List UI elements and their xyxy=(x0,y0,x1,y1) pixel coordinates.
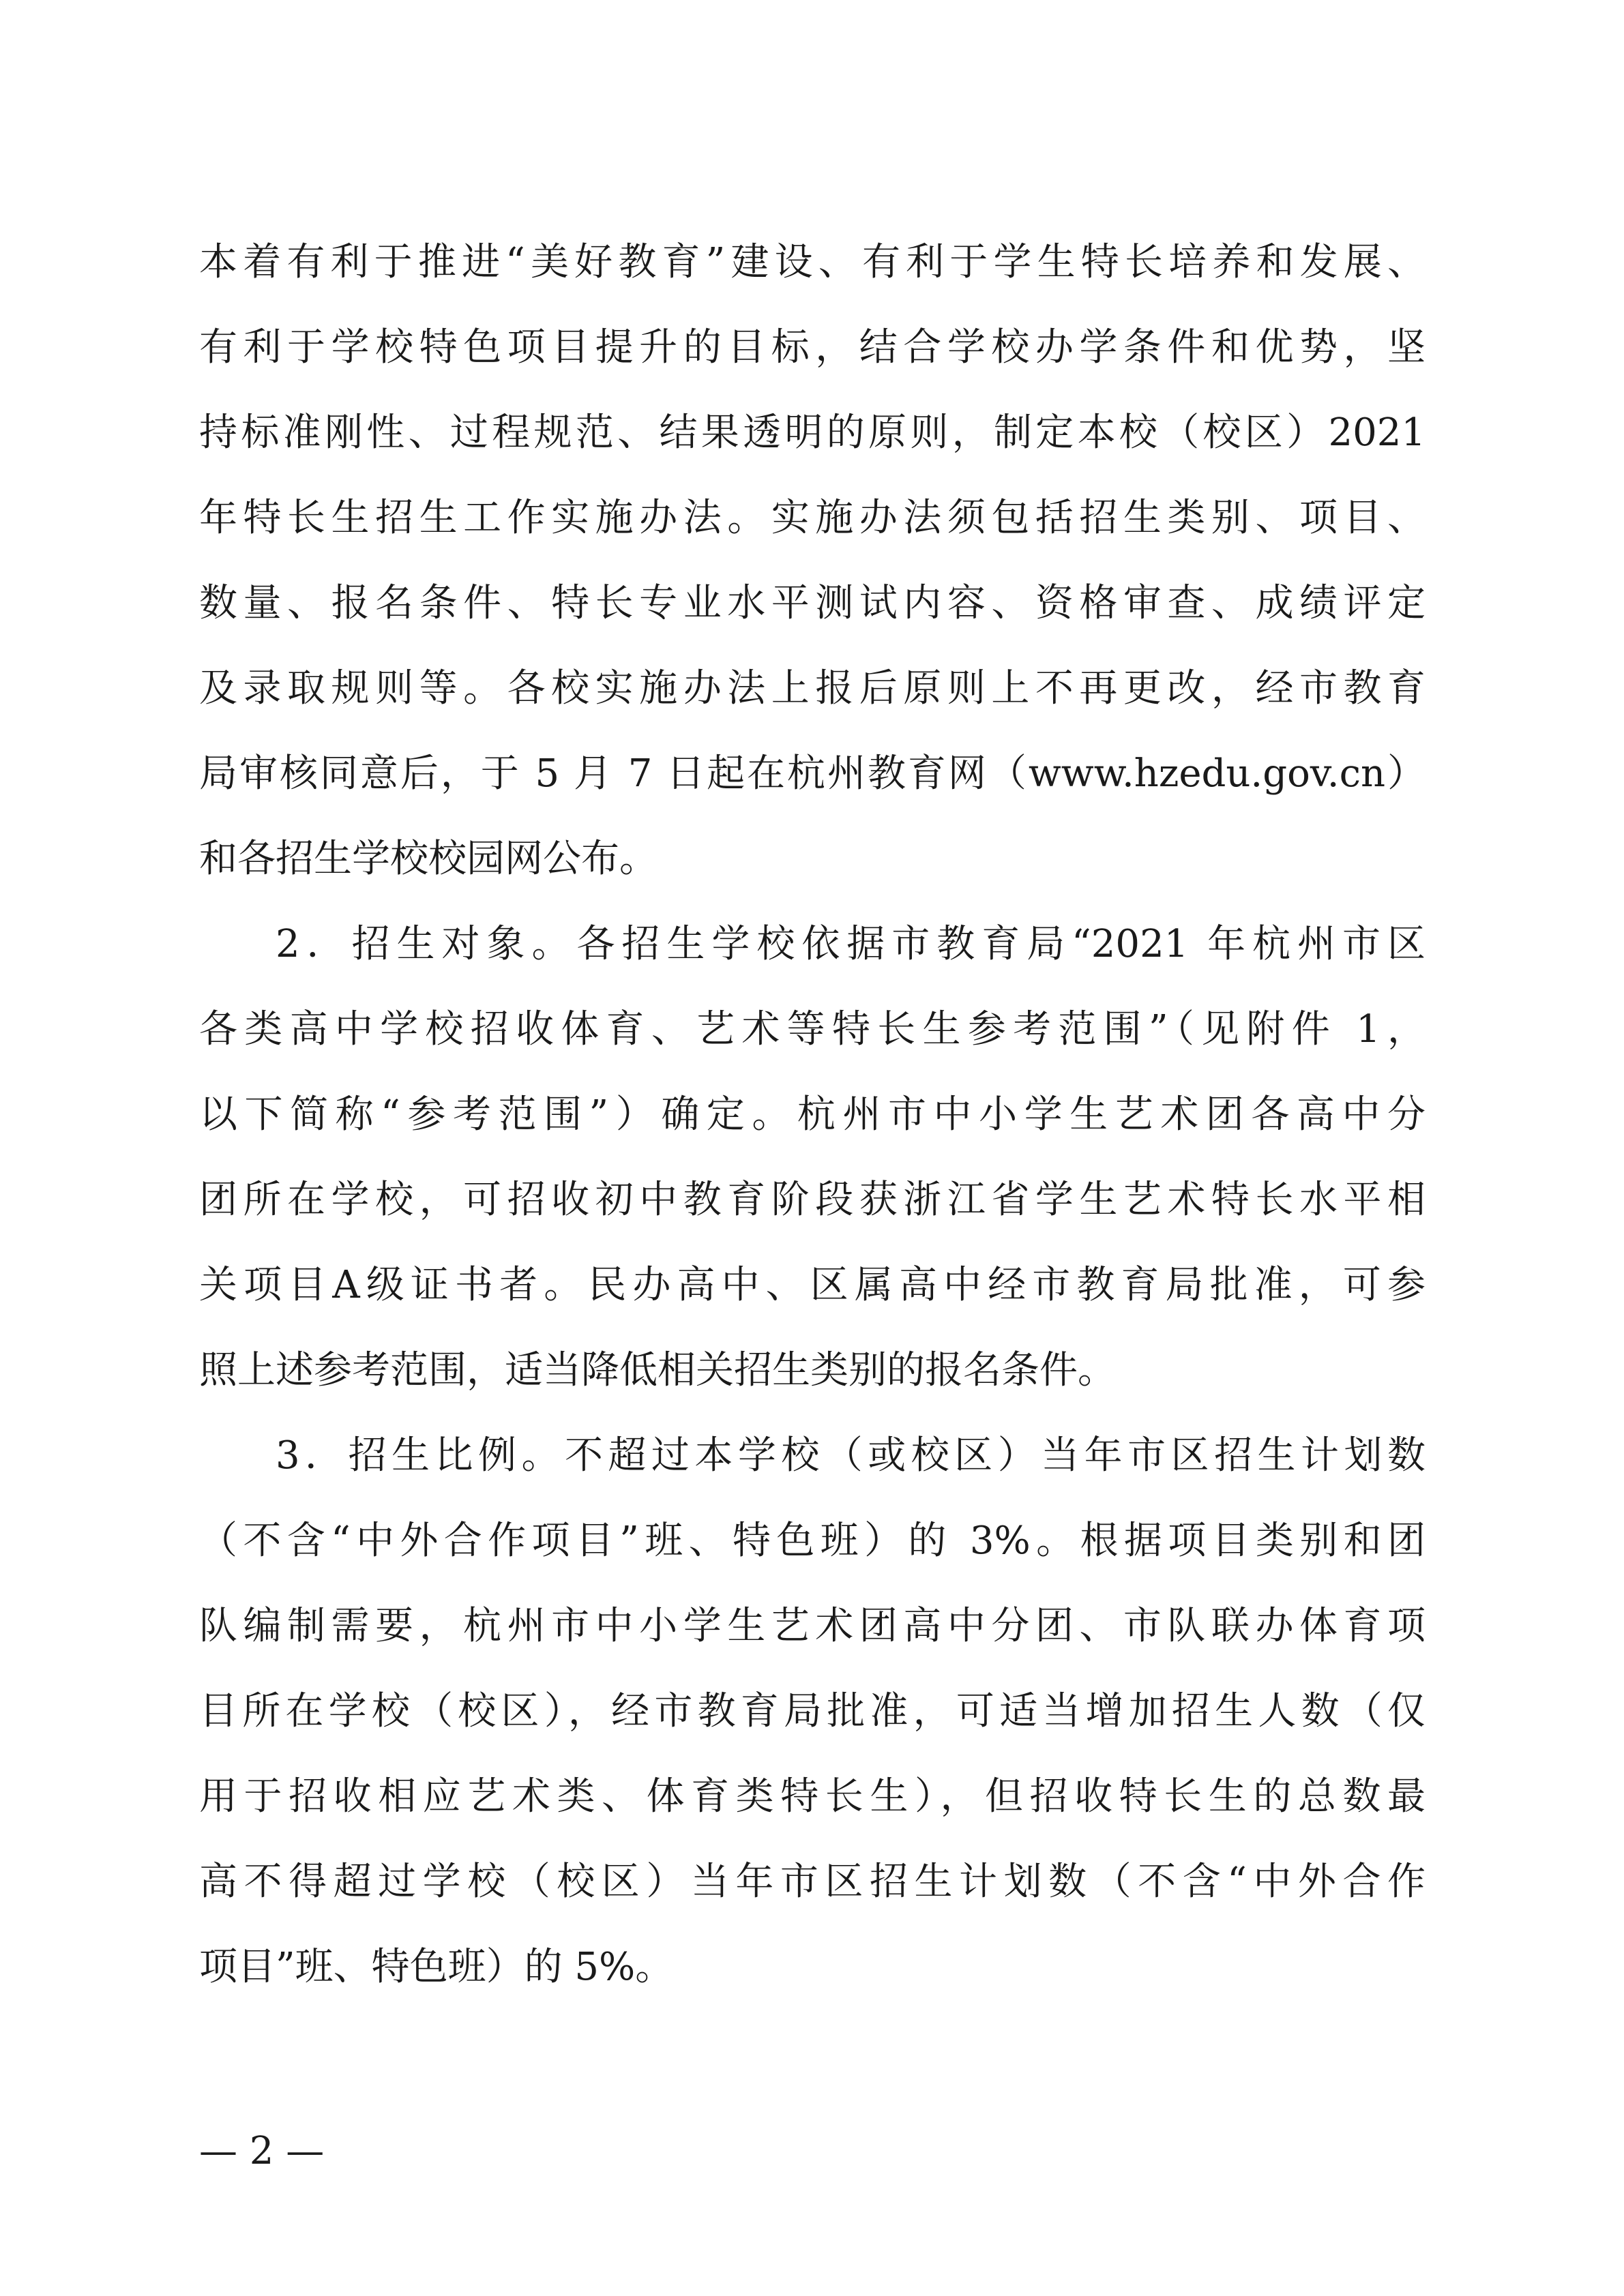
paragraph-1-line-3: 持标准刚性、过程规范、结果透明的原则，制定本校（校区）2021 xyxy=(199,411,1426,455)
paragraph-1-line-2: 有利于学校特色项目提升的目标，结合学校办学条件和优势，坚 xyxy=(199,325,1426,370)
paragraph-3-line-4: 目所在学校（校区），经市教育局批准，可适当增加招生人数（仅 xyxy=(199,1689,1426,1733)
paragraph-1-line-4: 年特长生招生工作实施办法。实施办法须包括招生类别、项目、 xyxy=(199,496,1426,540)
paragraph-3-line-2: （不含“中外合作项目”班、特色班）的 3%。根据项目类别和团 xyxy=(199,1519,1426,1563)
paragraph-2-line-6: 照上述参考范围，适当降低相关招生类别的报名条件。 xyxy=(199,1348,1116,1392)
paragraph-2-line-4: 团所在学校，可招收初中教育阶段获浙江省学生艺术特长水平相 xyxy=(199,1178,1426,1222)
paragraph-1-line-6: 及录取规则等。各校实施办法上报后原则上不再更改，经市教育 xyxy=(199,666,1426,711)
paragraph-2-line-5: 关项目A级证书者。民办高中、区属高中经市教育局批准，可参 xyxy=(199,1263,1426,1307)
paragraph-3-line-5: 用于招收相应艺术类、体育类特长生），但招收特长生的总数最 xyxy=(199,1774,1426,1819)
paragraph-2-line-2: 各类高中学校招收体育、艺术等特长生参考范围”（见附件 1， xyxy=(199,1007,1426,1052)
paragraph-1-line-1: 本着有利于推进“美好教育”建设、有利于学生特长培养和发展、 xyxy=(199,240,1426,284)
paragraph-1-line-5: 数量、报名条件、特长专业水平测试内容、资格审查、成绩评定 xyxy=(199,581,1426,625)
paragraph-2-line-3: 以下简称“参考范围”）确定。杭州市中小学生艺术团各高中分 xyxy=(199,1092,1426,1137)
paragraph-3-line-7: 项目”班、特色班）的 5%。 xyxy=(199,1945,674,1989)
paragraph-3-line-6: 高不得超过学校（校区）当年市区招生计划数（不含“中外合作 xyxy=(199,1860,1426,1904)
paragraph-3-line-3: 队编制需要，杭州市中小学生艺术团高中分团、市队联办体育项 xyxy=(199,1604,1426,1648)
paragraph-1-line-7: 局审核同意后，于 5 月 7 日起在杭州教育网（www.hzedu.gov.cn） xyxy=(199,751,1426,796)
page-number: — 2 — xyxy=(199,2129,325,2173)
paragraph-3-line-1: 3．招生比例。不超过本学校（或校区）当年市区招生计划数 xyxy=(276,1433,1426,1478)
paragraph-2-line-1: 2．招生对象。各招生学校依据市教育局“2021 年杭州市区 xyxy=(276,922,1426,966)
paragraph-1-line-8: 和各招生学校校园网公布。 xyxy=(199,837,658,881)
